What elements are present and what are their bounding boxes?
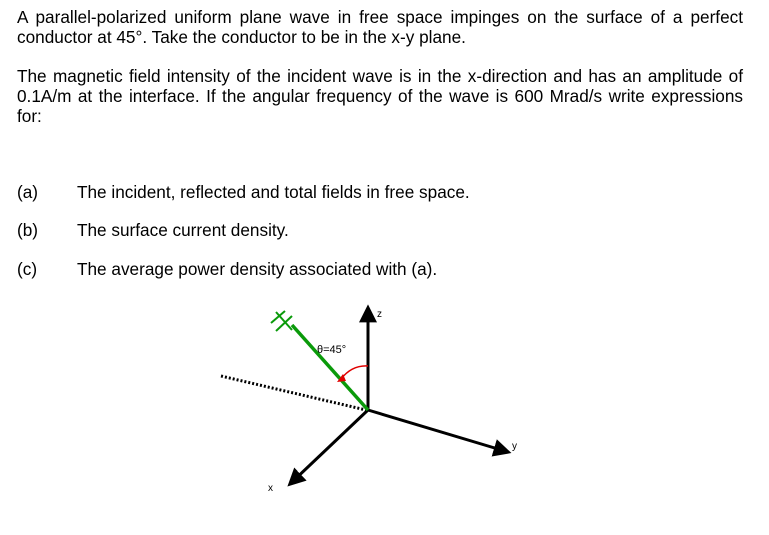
problem-paragraph-2: The magnetic field intensity of the incident wave is in the x-direction and has an amplitude of 0.1A/m at the interface. If the angular frequency of the wave is 600 Mrad/s write expressions for:	[17, 66, 743, 126]
x-axis-label: x	[268, 483, 273, 494]
question-label-c: (c)	[17, 259, 38, 279]
problem-paragraph-1: A parallel-polarized uniform plane wave in free space impinges on the surface of a perfect conductor at 45°. Take the conductor to be in the x-y plane.	[17, 7, 743, 47]
angle-arc	[341, 366, 368, 379]
z-axis-label: z	[377, 309, 382, 320]
x-axis	[290, 410, 368, 484]
angle-label: θ=45°	[317, 344, 347, 356]
h-field-marker	[271, 311, 292, 331]
question-text-a: The incident, reflected and total fields in free space.	[77, 182, 470, 202]
question-text-c: The average power density associated with (a).	[77, 259, 438, 279]
y-axis	[368, 410, 508, 452]
question-label-b: (b)	[17, 220, 39, 240]
y-axis-label: y	[512, 441, 517, 452]
question-text-b: The surface current density.	[77, 220, 289, 240]
question-label-a: (a)	[17, 182, 39, 202]
